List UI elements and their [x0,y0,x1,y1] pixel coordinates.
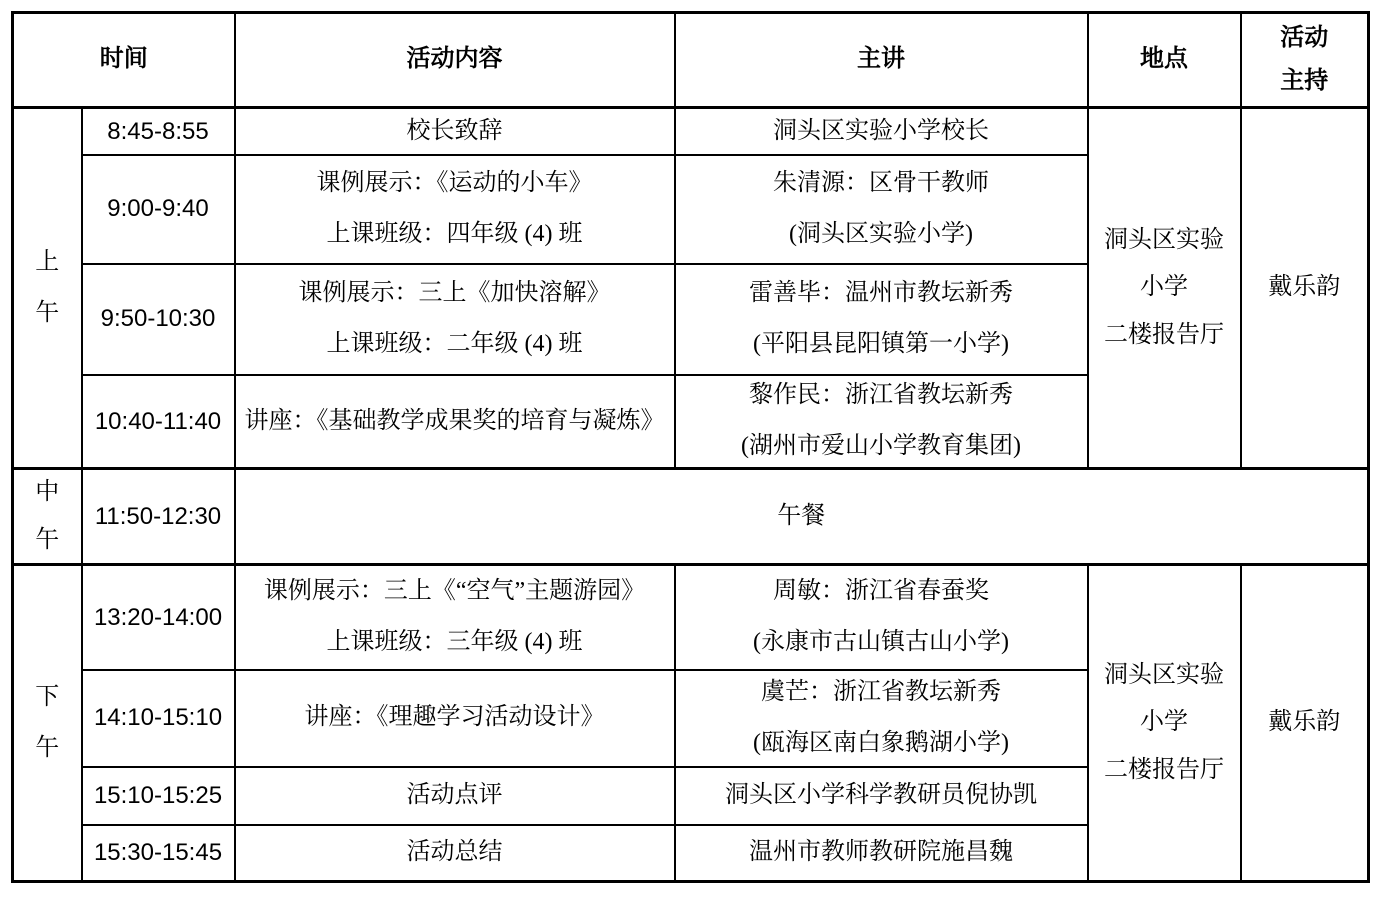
time-cell: 15:30-15:45 [82,825,235,882]
activity-cell: 活动总结 [235,825,675,882]
schedule-table [11,11,1370,883]
location-cell-afternoon: 洞头区实验 小学 二楼报告厅 [1088,565,1241,882]
period-char: 午 [35,300,60,326]
time-cell: 9:00-9:40 [82,155,235,264]
time-cell: 9:50-10:30 [82,264,235,375]
period-char: 午 [35,735,60,761]
header-location-label: 地点 [1140,46,1188,73]
time-cell: 10:40-11:40 [82,375,235,469]
period-char: 午 [35,526,60,553]
activity-cell: 讲座：《理趣学习活动设计》 [235,670,675,767]
period-char: 中 [35,479,60,506]
host-cell-morning: 戴乐韵 [1241,108,1369,469]
speaker-cell: 温州市教师教研院施昌魏 [675,825,1088,882]
speaker-cell: 洞头区小学科学教研员倪协凯 [675,767,1088,825]
header-speaker-label: 主讲 [857,46,905,73]
table-row [13,108,1369,155]
header-location [1088,13,1241,108]
time-cell: 13:20-14:00 [82,565,235,670]
speaker-cell: 周敏：浙江省春蚕奖 (永康市古山镇古山小学) [675,565,1088,670]
speaker-cell: 黎作民：浙江省教坛新秀 (湖州市爱山小学教育集团) [675,375,1088,469]
lunch-cell: 午餐 [235,469,1369,565]
speaker-cell: 洞头区实验小学校长 [675,108,1088,155]
lunch-row [13,469,1369,565]
header-activity-label: 活动内容 [406,46,503,73]
header-host-line1: 活动 [1280,24,1329,51]
header-time [13,13,235,108]
period-cell-morning [13,108,82,469]
activity-cell: 课例展示：《运动的小车》 上课班级：四年级 (4) 班 [235,155,675,264]
period-cell-noon [13,469,82,565]
time-cell: 8:45-8:55 [82,108,235,155]
speaker-cell: 虞芒：浙江省教坛新秀 (瓯海区南白象鹅湖小学) [675,670,1088,767]
activity-cell: 校长致辞 [235,108,675,155]
table-header-row [13,13,1369,108]
activity-cell: 课例展示：三上《加快溶解》 上课班级：二年级 (4) 班 [235,264,675,375]
location-cell-morning: 洞头区实验 小学 二楼报告厅 [1088,108,1241,469]
table-row [13,565,1369,670]
header-activity [235,13,675,108]
time-cell: 15:10-15:25 [82,767,235,825]
speaker-cell: 雷善毕：温州市教坛新秀 (平阳县昆阳镇第一小学) [675,264,1088,375]
header-speaker [675,13,1088,108]
activity-cell: 活动点评 [235,767,675,825]
time-cell: 11:50-12:30 [82,469,235,565]
speaker-cell: 朱清源：区骨干教师 (洞头区实验小学) [675,155,1088,264]
period-char: 下 [35,683,60,710]
activity-cell: 课例展示：三上《“空气”主题游园》 上课班级：三年级 (4) 班 [235,565,675,670]
header-time-label: 时间 [99,46,148,73]
time-cell: 14:10-15:10 [82,670,235,767]
host-cell-afternoon: 戴乐韵 [1241,565,1369,882]
header-host-line2: 主持 [1280,68,1329,94]
period-char: 上 [35,248,60,275]
activity-cell: 讲座：《基础教学成果奖的培育与凝炼》 [235,375,675,469]
period-cell-afternoon [13,565,82,882]
header-host [1241,13,1369,108]
